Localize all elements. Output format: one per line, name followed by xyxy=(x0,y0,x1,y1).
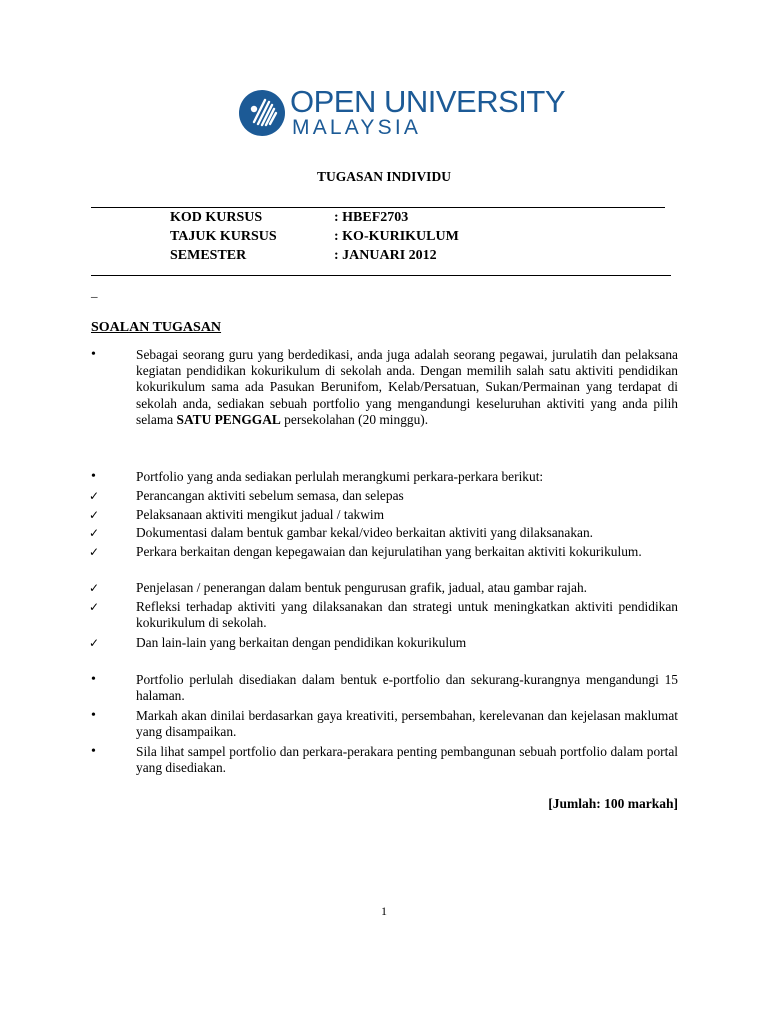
section-heading: SOALAN TUGASAN xyxy=(91,320,222,335)
intro-text: Sebagai seorang guru yang berdedikasi, anda juga adalah seorang pegawai, jurulatih dan pelaksana kegiatan pendidikan kokurikulum di sekolah anda. Dengan memilih salah satu aktiviti pendidikan kokurikulum sama ada Pasukan Berunifom, Kelab/Persatuan, Sukan/Permainan yang terdapat di sekolah anda, sediakan sebuah portfolio yang mengandungi keseluruhan aktiviti yang anda pilih selama xyxy=(136,347,678,427)
logo-line1: OPEN UNIVERSITY xyxy=(290,84,565,119)
note-text: Portfolio perlulah disediakan dalam bentuk e-portfolio dan sekurang-kurangnya mengandungi 15 halaman. xyxy=(136,672,678,704)
checkmark-icon: ✓ xyxy=(89,526,100,540)
top-divider xyxy=(91,207,665,208)
list-item xyxy=(91,347,678,428)
divider-tail: _ xyxy=(91,284,98,299)
bottom-divider xyxy=(91,275,671,276)
bullet-icon: • xyxy=(91,347,96,362)
list-item xyxy=(91,708,678,740)
intro-emphasis: SATU PENGGAL xyxy=(176,411,281,427)
checklist-text: Pelaksanaan aktiviti mengikut jadual / takwim xyxy=(136,507,385,522)
course-code-value: : HBEF2703 xyxy=(334,210,409,225)
checkmark-icon: ✓ xyxy=(89,489,100,503)
oum-emblem-icon xyxy=(238,89,286,137)
checklist-text: Dokumentasi dalam bentuk gambar kekal/video berkaitan aktiviti yang dilaksanakan. xyxy=(136,525,594,540)
checklist-text: Perancangan aktiviti sebelum semasa, dan selepas xyxy=(136,488,404,503)
bullet-icon: • xyxy=(91,708,96,723)
checklist-item xyxy=(91,544,678,560)
checklist-item xyxy=(91,580,678,596)
course-title-value: : KO-KURIKULUM xyxy=(334,229,459,244)
list-item xyxy=(91,469,678,485)
note-text: Sila lihat sampel portfolio dan perkara-perakara penting pembangunan sebuah portfolio dalam portal yang disediakan. xyxy=(136,744,678,776)
checklist-text: Penjelasan / penerangan dalam bentuk pengurusan grafik, jadual, atau gambar rajah. xyxy=(136,580,588,595)
list-item xyxy=(91,672,678,704)
semester-label: SEMESTER xyxy=(170,248,247,263)
course-code-label: KOD KURSUS xyxy=(170,210,263,225)
document-title: TUGASAN INDIVIDU xyxy=(317,169,451,184)
checkmark-icon: ✓ xyxy=(89,636,100,650)
intro-paragraph xyxy=(136,347,678,428)
checklist-item xyxy=(91,507,678,523)
checklist-item xyxy=(91,488,678,504)
checkmark-icon: ✓ xyxy=(89,581,100,595)
checklist-text: Dan lain-lain yang berkaitan dengan pendidikan kokurikulum xyxy=(136,635,467,650)
page-number: 1 xyxy=(381,904,387,918)
intro-text-end: persekolahan (20 minggu). xyxy=(280,411,429,427)
logo-line2: MALAYSIA xyxy=(292,116,422,139)
bullet-icon: • xyxy=(91,672,96,687)
checkmark-icon: ✓ xyxy=(89,508,100,522)
checklist-item xyxy=(91,525,678,541)
bullet-icon: • xyxy=(91,744,96,759)
checkmark-icon: ✓ xyxy=(89,600,100,614)
semester-value: : JANUARI 2012 xyxy=(334,248,437,263)
total-marks: [Jumlah: 100 markah] xyxy=(548,796,678,811)
checklist-item xyxy=(91,599,678,631)
note-text: Markah akan dinilai berdasarkan gaya kreativiti, persembahan, kerelevanan dan kejelasan maklumat yang disampaikan. xyxy=(136,708,678,740)
list-item xyxy=(91,744,678,776)
course-title-label: TAJUK KURSUS xyxy=(170,229,277,244)
checklist-text: Perkara berkaitan dengan kepegawaian dan kejurulatihan yang berkaitan aktiviti kokurikulum. xyxy=(136,544,642,559)
portfolio-lead: Portfolio yang anda sediakan perlulah merangkumi perkara-perkara berikut: xyxy=(136,469,544,484)
checklist-text: Refleksi terhadap aktiviti yang dilaksanakan dan strategi untuk meningkatkan aktiviti pendidikan kokurikulum di sekolah. xyxy=(136,599,678,631)
checklist-item xyxy=(91,635,678,651)
bullet-icon: • xyxy=(91,469,96,484)
checkmark-icon: ✓ xyxy=(89,545,100,559)
